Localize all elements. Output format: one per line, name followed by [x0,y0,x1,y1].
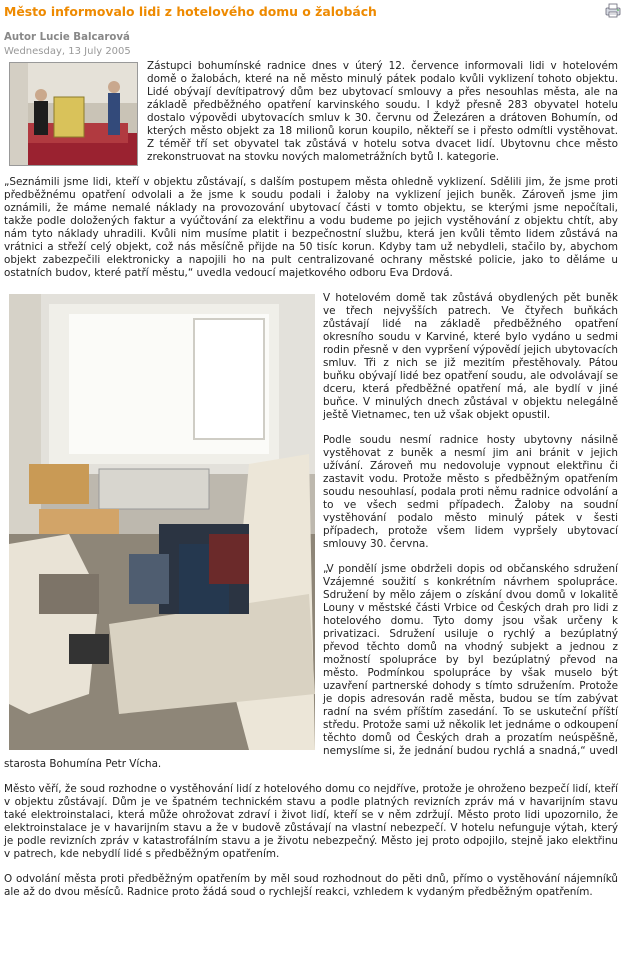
messy-room-photo [9,294,315,750]
officials-photo [9,62,138,166]
article-paragraph: O odvolání města proti předběžným opatřením by měl soud rozhodnout do pěti dnů, přímo o vystěhování nájemníků ale až do dvou měsíců. Radnice proto žádá soud o rychlejší reakci, vzhledem k vydaným předběžným opatřením. [4,873,618,898]
article-paragraph: Zástupci bohumínské radnice dnes v úterý 12. července informovali lidi v hotelovém domě o žalobách, které na ně město minulý pátek podalo kvůli vyklizení tohoto objektu. Lidé obývají devítipatrový dům bez ubytovací smlouvy a přes nesouhlas města, ale na základě předběžného opatření karvinského soudu. I když přesně 283 obyvatel hotelu dostalo výpovědi ubytovacích smluv k 30. červnu od Železáren a drátoven Bohumín, od kterých město objekt za 18 milionů korun koupilo, někteří se i přesto odmítli vystěhovat. Z téměř tří set obyvatel tak zůstává v hotelu sotva dvacet lidí. Ubytovnu chce město zrekonstruovat na stovku nových malometrážních bytů I. kategorie. [147,60,618,163]
article-paragraph: „V pondělí jsme obdrželi dopis od občanského sdružení Vzájemné soužití s konkrétním návrhem spolupráce. Sdružení by mělo zájem o získání dvou domů v lokalitě Louny v městské části Vrbice od Českých drah pro lidi z hotelového domu. Tyto domy jsou však určeny k privatizaci. Sdružení usiluje o rychlý a bezúplatný převod těchto domů na vhodný subjekt a jednou z možností spolupráce by byl bezúplatný převod na město. Podmínkou spolupráce by však muselo být uzavření partnerské dohody s tímto sdružením. Protože je dopis adresován radě města, budou se tím zabývat radní na svém příštím zasedání. To se uskuteční příští středu. Protože sami už několik let jednáme o odkoupení těchto domů od Českých drah a prozatím neúspěšně, nemyslíme si, že jednání budou rychlá a snadná,“ uvedl starosta Bohumína Petr Vícha. [4,563,618,770]
article-date: Wednesday, 13 July 2005 [4,46,131,57]
print-icon[interactable] [605,3,621,18]
article-body [4,60,618,911]
article-paragraph: V hotelovém domě tak zůstává obydlených pět buněk ve třech nejvyšších patrech. Ve čtyřech buňkách zůstávají lidé na základě předběžného opatření okresního soudu v Karviné, které bylo vydáno u sedmi rodin přesně v den vypršení výpovědí jejich ubytovacích smluv. Tři z nich se již mezitím přestěhovaly. Pátou buňku obývají lidé bez opatření soudu, ale odvolávají se dceru, která předběžné opatření má, ale bydlí v jiné buňce. V minulých dnech zůstával v objektu nelegálně ještě Vietnamec, ten už však objekt opustil. [323,292,618,421]
article-paragraph: Město věří, že soud rozhodne o vystěhování lidí z hotelového domu co nejdříve, protože je ohroženo bezpečí lidí, kteří v objektu zůstávají. Dům je ve špatném technickém stavu a podle platných revizních zpráv má v havarijním stavu také elektroinstalaci, která může ohrožovat zdraví i život lidí, kteří se v něm zdržují. Město proto lidi upozornilo, že elektroinstalace je v havarijním stavu a že v budově zůstávají na vlastní nebezpečí. V hotelu nefunguje výtah, který je podle revizních zpráv v katastrofálním stavu a je životu nebezpečný. Město jej proto odpojilo, stejně jako elektřinu v patrech, kde nebydlí lidé s předběžným opatřením. [4,783,618,860]
article-author: Autor Lucie Balcarová [4,32,130,43]
article-paragraph: „Seznámili jsme lidi, kteří v objektu zůstávají, s dalším postupem města ohledně vyklizení. Sdělili jim, že jsme proti předběžnému opatření odvolali a že jsme k soudu podali i žaloby na vyklizení jejich buněk. Zároveň jsme jim oznámili, že máme nemalé náklady na provozování ubytovací části v tomto objektu, se kterými jsme nepočítali, takže podle doložených faktur a vyúčtování za elektřinu a vodu budeme po jejich vystěhování z objektu chtít, aby nám tyto náklady uhradili. Kvůli nim musíme platit i bezpečnostní službu, která jen kvůli těmto lidem zůstává na vrátnici a střeží celý objekt, což nás měsíčně přijde na 50 tisíc korun. Kdyby tam už nebydleli, stačilo by, abychom objekt zabezpečili elektronicky a napojili ho na pult centralizované ochrany městské policie, jako to děláme u ostatních budov, které patří městu,“ uvedla vedoucí majetkového odboru Eva Drdová. [4,176,618,279]
article-paragraph: Podle soudu nesmí radnice hosty ubytovny násilně vystěhovat z buněk a nesmí jim ani bránit v jejich užívání. Zároveň mu nedovoluje vypnout elektřinu či zastavit vodu. Protože město s předběžným opatřením soudu nesouhlasí, podala proti němu radnice odvolání a to ve všech sedmi případech. Žaloby na soudní vystěhování podalo město minulý pátek v šesti případech, protože všem lidem vypršely ubytovací smlouvy 30. června. [323,434,618,550]
article-title: Město informovalo lidi z hotelového domu o žalobách [4,4,377,19]
